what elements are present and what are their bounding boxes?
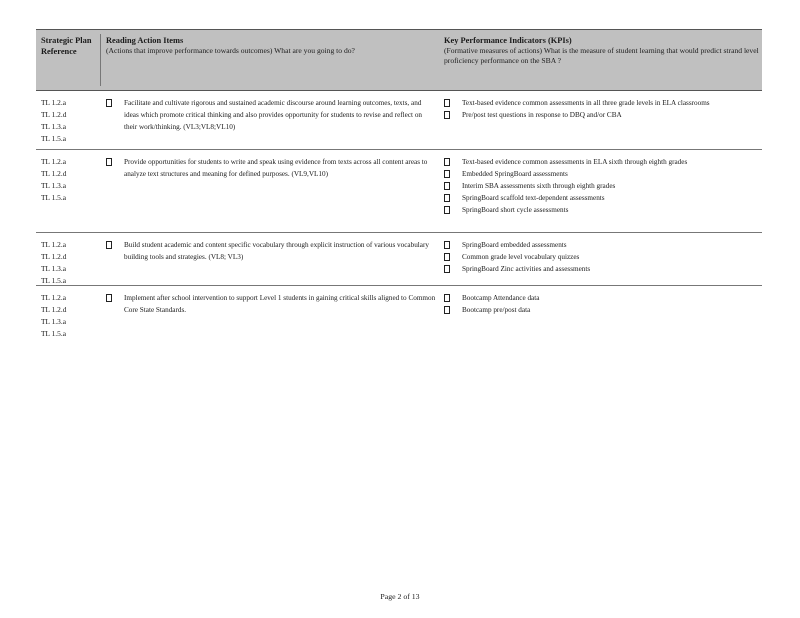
- kpi-item: Bootcamp pre/post data: [444, 304, 762, 316]
- table-row: [36, 286, 762, 358]
- bullet-box-icon: [106, 158, 112, 166]
- kpi-item: Text-based evidence common assessments in all three grade levels in ELA classrooms: [444, 97, 762, 109]
- plan-table: [36, 29, 762, 358]
- ref-item: TL 1.2.a: [41, 240, 66, 249]
- ref-item: TL 1.5.a: [41, 193, 66, 202]
- kpi-cell: [444, 97, 762, 121]
- ref-item: TL 1.5.a: [41, 134, 66, 143]
- kpi-item: Text-based evidence common assessments in ELA sixth through eighth grades: [444, 156, 762, 168]
- kpi-item: Interim SBA assessments sixth through eighth grades: [444, 180, 762, 192]
- ref-item: TL 1.2.d: [41, 305, 67, 314]
- table-row: [36, 150, 762, 233]
- kpi-title: Key Performance Indicators (KPIs): [444, 36, 572, 45]
- ref-item: TL 1.2.a: [41, 293, 66, 302]
- refs-cell: [41, 239, 99, 287]
- table-row: [36, 91, 762, 150]
- kpi-cell: [444, 156, 762, 216]
- bullet-box-icon: [444, 99, 450, 107]
- ref-item: TL 1.3.a: [41, 181, 66, 190]
- kpi-item: SpringBoard Zinc activities and assessments: [444, 263, 762, 275]
- bullet-box-icon: [444, 182, 450, 190]
- bullet-box-icon: [444, 111, 450, 119]
- kpi-header: [444, 36, 762, 66]
- action-item: Provide opportunities for students to write and speak using evidence from texts across all content areas to analyze text structures and meaning for defined purposes. (VL9,VL10): [106, 156, 436, 180]
- ref-item: TL 1.2.a: [41, 157, 66, 166]
- action-item: Facilitate and cultivate rigorous and sustained academic discourse around learning outcomes, texts, and ideas which promote critical thinking and also provides opportunity for students to revise and reflect on their work/thinking. (VL3;VL8;VL10): [106, 97, 436, 133]
- kpi-cell: [444, 239, 762, 275]
- ref-item: TL 1.3.a: [41, 122, 66, 131]
- action-cell: [106, 97, 436, 133]
- ref-item: TL 1.5.a: [41, 276, 66, 285]
- kpi-item: SpringBoard embedded assessments: [444, 239, 762, 251]
- bullet-box-icon: [106, 241, 112, 249]
- bullet-box-icon: [106, 294, 112, 302]
- table-row: [36, 233, 762, 286]
- reading-action-header: [106, 36, 436, 56]
- bullet-box-icon: [106, 99, 112, 107]
- table-header: [36, 30, 762, 91]
- reading-action-title: Reading Action Items: [106, 36, 184, 45]
- bullet-box-icon: [444, 265, 450, 273]
- ref-item: TL 1.5.a: [41, 329, 66, 338]
- refs-cell: [41, 156, 99, 204]
- ref-item: TL 1.2.d: [41, 169, 67, 178]
- action-cell: [106, 292, 436, 316]
- refs-cell: [41, 292, 99, 340]
- kpi-item: Embedded SpringBoard assessments: [444, 168, 762, 180]
- action-cell: [106, 156, 436, 180]
- bullet-box-icon: [444, 294, 450, 302]
- header-divider: [100, 34, 101, 86]
- strategic-plan-header: Strategic Plan Reference: [41, 36, 92, 56]
- bullet-box-icon: [444, 158, 450, 166]
- kpi-item: Common grade level vocabulary quizzes: [444, 251, 762, 263]
- bullet-box-icon: [444, 253, 450, 261]
- page-number: Page 2 of 13: [380, 592, 420, 601]
- ref-item: TL 1.2.d: [41, 110, 67, 119]
- kpi-item: Bootcamp Attendance data: [444, 292, 762, 304]
- kpi-subtitle: (Formative measures of actions) What is the measure of student learning that would predict strand level proficiency performance on the SBA ?: [444, 46, 759, 65]
- action-item: Implement after school intervention to support Level 1 students in gaining critical skills aligned to Common Core State Standards.: [106, 292, 436, 316]
- kpi-item: Pre/post test questions in response to DBQ and/or CBA: [444, 109, 762, 121]
- refs-cell: [41, 97, 99, 145]
- ref-item: TL 1.3.a: [41, 264, 66, 273]
- bullet-box-icon: [444, 194, 450, 202]
- ref-item: TL 1.3.a: [41, 317, 66, 326]
- kpi-item: SpringBoard scaffold text-dependent assessments: [444, 192, 762, 204]
- reading-action-subtitle: (Actions that improve performance towards outcomes) What are you going to do?: [106, 46, 355, 55]
- kpi-item: SpringBoard short cycle assessments: [444, 204, 762, 216]
- kpi-cell: [444, 292, 762, 316]
- action-cell: [106, 239, 436, 263]
- bullet-box-icon: [444, 241, 450, 249]
- bullet-box-icon: [444, 206, 450, 214]
- ref-item: TL 1.2.d: [41, 252, 67, 261]
- bullet-box-icon: [444, 306, 450, 314]
- action-item: Build student academic and content specific vocabulary through explicit instruction of various vocabulary building tools and strategies. (VL8; VL3): [106, 239, 436, 263]
- ref-item: TL 1.2.a: [41, 98, 66, 107]
- bullet-box-icon: [444, 170, 450, 178]
